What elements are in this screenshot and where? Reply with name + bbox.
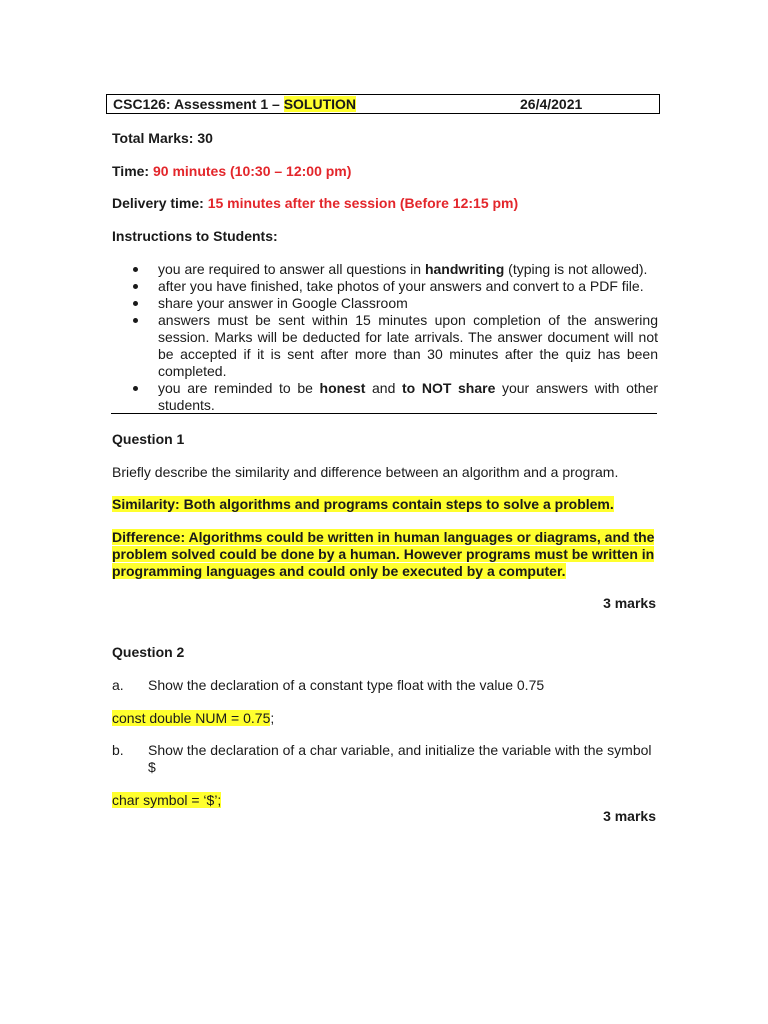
- delivery-label: Delivery time:: [112, 195, 208, 211]
- section-divider: [111, 413, 657, 414]
- question-2a-prompt: Show the declaration of a constant type float with the value 0.75: [148, 677, 545, 693]
- list-item: answers must be sent within 15 minutes upon completion of the answering session. Marks will be deducted for late arrivals. The answer document will not be accepted if it is sent after more than 30 minutes after the quiz has been completed.: [133, 312, 658, 380]
- list-item: you are reminded to be honest and to NOT share your answers with other students.: [133, 380, 658, 414]
- instructions-list: [133, 261, 658, 414]
- question-1-marks: 3 marks: [603, 595, 656, 611]
- question-1-title: Question 1: [112, 431, 185, 447]
- solution-tag: SOLUTION: [283, 96, 357, 112]
- question-2b-prompt: Show the declaration of a char variable, and initialize the variable with the symbol $: [148, 742, 652, 775]
- difference-answer: Difference: Algorithms could be written in human languages or diagrams, and the problem solved could be done by a human. However programs must be written in programming languages and could only be executed by a computer.: [112, 529, 655, 579]
- question-2-marks: 3 marks: [603, 808, 656, 824]
- list-item: after you have finished, take photos of your answers and convert to a PDF file.: [133, 278, 658, 295]
- question-2b-label: b.: [112, 742, 124, 758]
- question-2b-answer: char symbol = ‘$’;: [112, 792, 222, 808]
- delivery-value: 15 minutes after the session (Before 12:15 pm): [207, 195, 519, 211]
- course-title: [113, 96, 356, 112]
- header-box: [106, 94, 660, 114]
- time-label: Time:: [112, 163, 153, 179]
- similarity-answer: Similarity: Both algorithms and programs contain steps to solve a problem.: [112, 496, 614, 512]
- delivery-line: [112, 195, 518, 211]
- question-1-prompt: Briefly describe the similarity and difference between an algorithm and a program.: [112, 464, 619, 480]
- question-2a-answer: const double NUM = 0.75;: [112, 710, 275, 726]
- list-item: you are required to answer all questions in handwriting (typing is not allowed).: [133, 261, 658, 278]
- assessment-date: 26/4/2021: [520, 96, 583, 112]
- instructions-heading: Instructions to Students:: [112, 228, 278, 244]
- question-2a-label: a.: [112, 677, 124, 693]
- question-2-title: Question 2: [112, 644, 185, 660]
- list-item: share your answer in Google Classroom: [133, 295, 658, 312]
- time-value: 90 minutes (10:30 – 12:00 pm): [152, 163, 352, 179]
- time-line: [112, 163, 351, 179]
- total-marks: Total Marks: 30: [112, 130, 213, 146]
- course-code: CSC126: Assessment 1 –: [113, 96, 284, 112]
